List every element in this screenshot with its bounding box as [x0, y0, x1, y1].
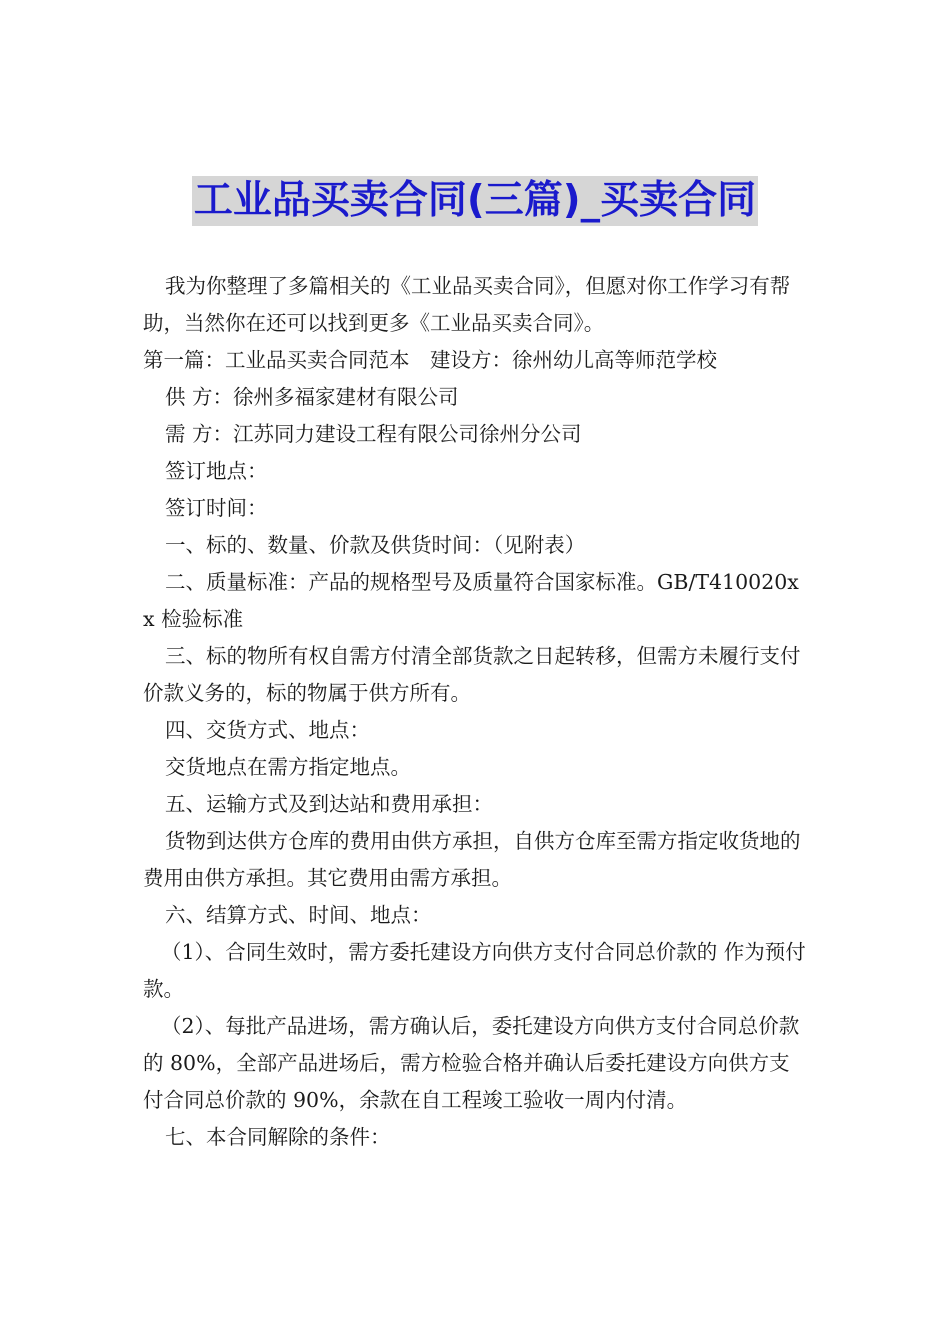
- clause-5: 五、运输方式及到达站和费用承担：: [165, 792, 493, 816]
- supplier-line: 供 方：徐州多福家建材有限公司: [165, 385, 459, 409]
- clause-2: 二、质量标准：产品的规格型号及质量符合国家标准。GB/T410020xx 检验标准: [143, 570, 799, 631]
- buyer-line: 需 方：江苏同力建设工程有限公司徐州分公司: [165, 422, 582, 446]
- clause-4-detail: 交货地点在需方指定地点。: [165, 755, 411, 779]
- intro-paragraph: 我为你整理了多篇相关的《工业品买卖合同》，但愿对你工作学习有帮助，当然你在还可以找到更多《工业品买卖合同》。: [143, 274, 791, 335]
- clause-3: 三、标的物所有权自需方付清全部货款之日起转移，但需方未履行支付价款义务的，标的物属于供方所有。: [143, 644, 801, 705]
- signing-place-line: 签订地点：: [165, 459, 268, 483]
- clause-6-item-2: （2）、每批产品进场，需方确认后，委托建设方向供方支付合同总价款的 80%，全部产品进场后，需方检验合格并确认后委托建设方向供方支付合同总价款的 90%，余款在自工程竣工验收一周内付清。: [143, 1014, 800, 1112]
- clause-6-item-1: （1）、合同生效时，需方委托建设方向供方支付合同总价款的 作为预付款。: [143, 940, 806, 1001]
- document-body: [143, 268, 808, 1156]
- clause-1: 一、标的、数量、价款及供货时间：（见附表）: [165, 533, 586, 557]
- section-heading-part-one: 第一篇：工业品买卖合同范本 建设方：徐州幼儿高等师范学校: [143, 348, 717, 372]
- signing-time-line: 签订时间：: [165, 496, 268, 520]
- title-container: [0, 176, 950, 226]
- document-title: 工业品买卖合同(三篇)_买卖合同: [192, 176, 758, 226]
- clause-6: 六、结算方式、时间、地点：: [165, 903, 432, 927]
- clause-7: 七、本合同解除的条件：: [165, 1125, 391, 1149]
- clause-5-detail: 货物到达供方仓库的费用由供方承担，自供方仓库至需方指定收货地的费用由供方承担。其它费用由需方承担。: [143, 829, 801, 890]
- clause-4: 四、交货方式、地点：: [165, 718, 370, 742]
